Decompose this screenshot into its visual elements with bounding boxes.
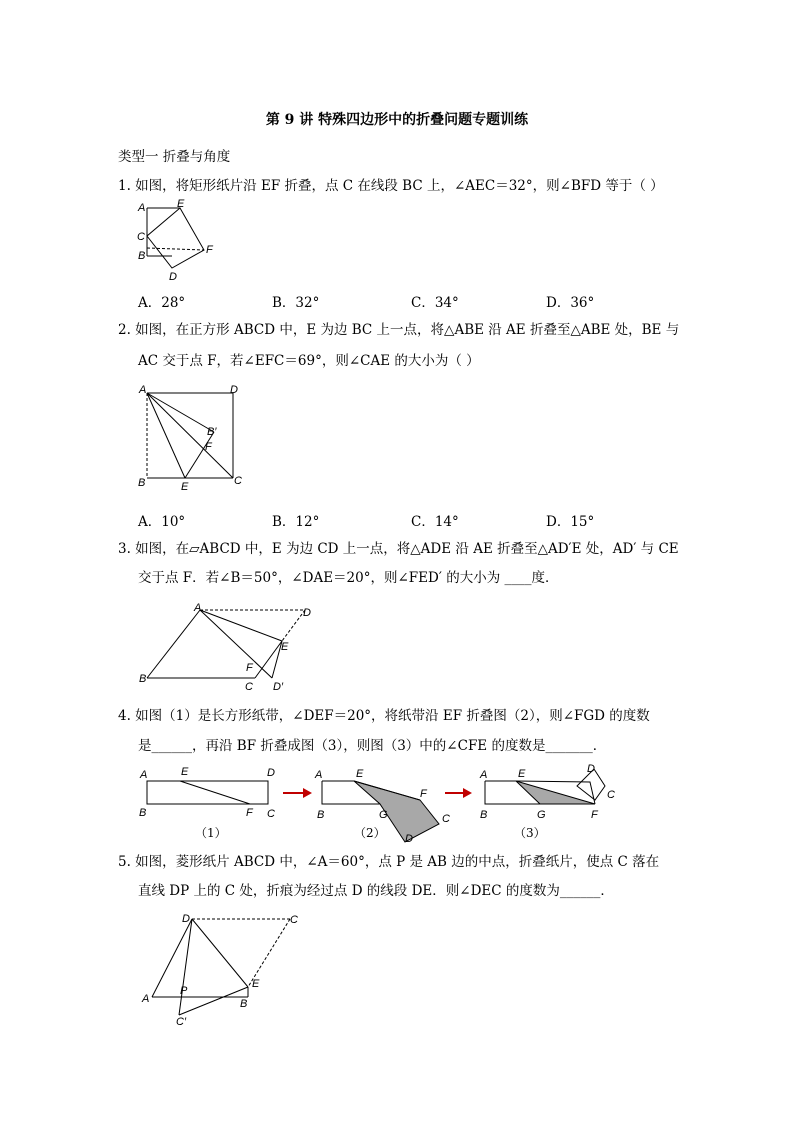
- q4-fig2-label-a: A: [315, 769, 323, 781]
- q1-option-c: C．34°: [411, 295, 459, 311]
- fig2-label-d: D: [230, 384, 238, 396]
- q4-fig3-label-c: C: [607, 789, 615, 801]
- fig5-label-p: P: [180, 985, 188, 997]
- question-4-line-1: 4. 如图（1）是长方形纸带，∠DEF＝20°，将纸带沿 EF 折叠图（2），则∠FGD 的度数: [118, 708, 650, 724]
- question-4-line-2: 是______，再沿 BF 折叠成图（3），则图（3）中的∠CFE 的度数是_______．: [138, 738, 607, 754]
- page-title: 第 9 讲 特殊四边形中的折叠问题专题训练: [265, 112, 529, 128]
- question-3-figure: [135, 598, 325, 698]
- q4-fig3-label-d: D: [587, 763, 595, 775]
- q4-fig2-label-e: E: [356, 768, 364, 780]
- fig2-label-e: E: [181, 481, 189, 493]
- fig1-label-b: B: [138, 250, 146, 262]
- fig5-label-a: A: [142, 993, 150, 1005]
- q1-option-b: B．32°: [272, 295, 320, 311]
- fig2-label-b: B: [138, 477, 146, 489]
- fig1-label-f: F: [206, 244, 213, 256]
- q4-fig2-label-c: C: [442, 813, 450, 825]
- q4-fig3-label-a: A: [480, 769, 488, 781]
- question-1-text: 1. 如图，将矩形纸片沿 EF 折叠，点 C 在线段 BC 上，∠AEC＝32°，则∠BFD 等于（ ）: [118, 178, 664, 194]
- fig1-label-e: E: [177, 198, 185, 210]
- q2-option-d: D．15°: [546, 514, 595, 530]
- fig5-label-e: E: [252, 978, 260, 990]
- question-5-line-2: 直线 DP 上的 C 处，折痕为经过点 D 的线段 DE．则∠DEC 的度数为______．: [138, 883, 614, 899]
- q4-fig1-label-e: E: [181, 766, 189, 778]
- question-2-line-2: AC 交于点 F，若∠EFC＝69°，则∠CAE 的大小为（ ）: [138, 353, 480, 369]
- question-2-line-1: 2. 如图，在正方形 ABCD 中，E 为边 BC 上一点，将△ABE 沿 AE 折叠至△ABE 处，BE 与: [118, 322, 680, 338]
- fig1-label-d: D: [169, 271, 177, 283]
- fig5-label-b: B: [240, 998, 248, 1010]
- fig5-label-c-prime: C′: [176, 1016, 187, 1028]
- fig3-label-e: E: [281, 641, 289, 653]
- q4-fig1-label-a: A: [140, 769, 148, 781]
- q4-caption-2: （2）: [354, 826, 386, 840]
- q4-fig1-label-b: B: [139, 807, 147, 819]
- q1-option-d: D．36°: [546, 295, 595, 311]
- q4-fig1-label-c: C: [267, 808, 275, 820]
- q4-fig2-label-g: G: [379, 809, 388, 821]
- q2-option-b: B．12°: [272, 514, 320, 530]
- fig1-label-c: C: [137, 231, 145, 243]
- q4-fig2-label-b: B: [317, 809, 325, 821]
- fig2-label-c: C: [234, 475, 242, 487]
- question-3-line-2: 交于点 F．若∠B＝50°，∠DAE＝20°，则∠FED′ 的大小为 ____度．: [138, 570, 559, 586]
- fig2-label-b-prime: B′: [207, 426, 217, 438]
- q4-fig3-label-f: F: [591, 809, 598, 821]
- q4-caption-1: （1）: [195, 826, 227, 840]
- fig3-label-d-prime: D′: [273, 681, 284, 693]
- q4-fig1-label-d: D: [267, 767, 275, 779]
- fig5-label-d: D: [182, 913, 190, 925]
- q2-option-c: C．14°: [411, 514, 459, 530]
- q4-caption-3: （3）: [514, 826, 546, 840]
- question-3-line-1: 3. 如图，在▱ABCD 中，E 为边 CD 上一点，将△ADE 沿 AE 折叠至△AD′E 处，AD′ 与 CE: [118, 541, 679, 557]
- fig2-label-f: F: [205, 441, 212, 453]
- q1-option-a: A．28°: [138, 295, 186, 311]
- q4-fig3-label-b: B: [480, 809, 488, 821]
- q2-option-a: A．10°: [138, 514, 186, 530]
- fig3-label-b: B: [139, 673, 147, 685]
- question-5-figure: [140, 905, 310, 1030]
- fig2-label-a: A: [139, 384, 147, 396]
- question-1-figure: [132, 198, 222, 288]
- fig3-label-f: F: [246, 662, 253, 674]
- q4-fig1-label-f: F: [246, 807, 253, 819]
- q4-fig3-label-g: G: [537, 809, 546, 821]
- fig3-label-a: A: [194, 602, 202, 614]
- fig3-label-c: C: [245, 681, 253, 693]
- question-2-figure: [130, 380, 250, 495]
- section-heading: 类型一 折叠与角度: [118, 149, 231, 165]
- q4-fig3-label-e: E: [518, 768, 526, 780]
- fig5-label-c: C: [290, 914, 298, 926]
- q4-fig2-label-d: D: [405, 833, 413, 845]
- question-5-line-1: 5. 如图，菱形纸片 ABCD 中，∠A＝60°，点 P 是 AB 边的中点，折叠纸片，使点 C 落在: [118, 854, 660, 870]
- fig1-label-a: A: [138, 202, 146, 214]
- fig3-label-d: D: [303, 607, 311, 619]
- q4-fig2-label-f: F: [420, 788, 427, 800]
